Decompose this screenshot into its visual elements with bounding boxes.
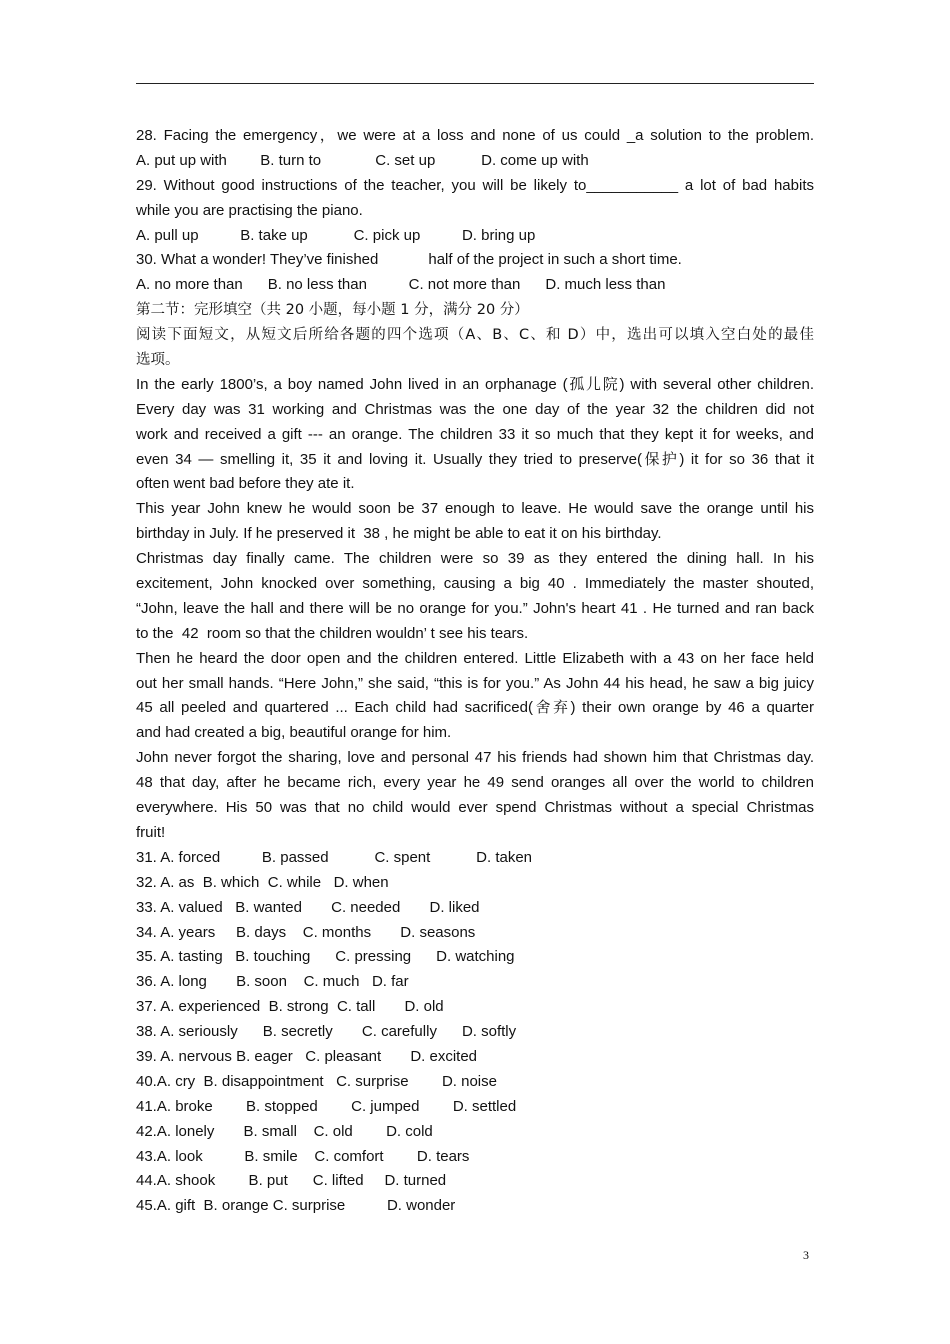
option-line: 42.A. lonely B. small C. old D. cold (136, 1122, 433, 1140)
text-line: 28. Facing the emergency，we were at a loss and none of us could _a solution to the problem. (136, 127, 814, 144)
passage-line: out her small hands. “Here John,” she said, “this is for you.” As John 44 his head, he saw a big juicy (136, 674, 814, 692)
option-line: 40.A. cry B. disappointment C. surprise D. noise (136, 1072, 497, 1090)
text-line: while you are practising the piano. (136, 201, 363, 219)
passage-line: even 34 — smelling it, 35 it and loving it. Usually they tried to preserve(保护) it for so 36 that it (136, 450, 814, 468)
passage-line: This year John knew he would soon be 37 enough to leave. He would save the orange until his (136, 500, 814, 518)
passage-line: to the 42 room so that the children wouldn’ t see his tears. (136, 624, 529, 642)
header-rule (136, 83, 814, 84)
option-line: 35. A. tasting B. touching C. pressing D. watching (136, 948, 515, 966)
text-line: A. put up with B. turn to C. set up D. come up with (136, 151, 589, 169)
instruction-line: 选项。 (136, 352, 180, 369)
document-body (136, 124, 814, 1219)
option-line: 37. A. experienced B. strong C. tall D. old (136, 998, 444, 1016)
passage-line: everywhere. His 50 was that no child would ever spend Christmas without a special Christmas (136, 799, 814, 817)
passage-line: work and received a gift --- an orange. The children 33 it so much that they kept it for weeks, and (136, 425, 814, 443)
passage-line: excitement, John knocked over something, causing a big 40 . Immediately the master shouted, (136, 575, 814, 593)
passage-line: and had created a big, beautiful orange for him. (136, 724, 452, 742)
option-line: 36. A. long B. soon C. much D. far (136, 973, 409, 991)
passage-line: 45 all peeled and quartered ... Each child had sacrificed(舍弃) their own orange by 46 a quarter (136, 699, 814, 717)
passage-line: birthday in July. If he preserved it 38 , he might be able to eat it on his birthday. (136, 525, 662, 543)
text-line: A. pull up B. take up C. pick up D. bring up (136, 226, 536, 244)
text-line: 29. Without good instructions of the teacher, you will be likely to___________ a lot of bad habits (136, 176, 814, 194)
instruction-line: 阅读下面短文，从短文后所给各题的四个选项（A、B、C、和 D）中，选出可以填入空白处的最佳 (136, 327, 814, 344)
passage-line: John never forgot the sharing, love and personal 47 his friends had shown him that Christmas day. (136, 749, 814, 767)
text-line: A. no more than B. no less than C. not more than D. much less than (136, 276, 666, 294)
option-line: 39. A. nervous B. eager C. pleasant D. excited (136, 1047, 478, 1065)
option-line: 41.A. broke B. stopped C. jumped D. settled (136, 1097, 517, 1115)
option-line: 44.A. shook B. put C. lifted D. turned (136, 1172, 447, 1190)
passage-line: fruit! (136, 823, 166, 841)
option-line: 32. A. as B. which C. while D. when (136, 873, 389, 891)
passage-line: In the early 1800’s, a boy named John lived in an orphanage (孤儿院) with several other children. (136, 375, 814, 393)
passage-line: Christmas day finally came. The children were so 39 as they entered the dining hall. In his (136, 550, 814, 568)
option-line: 45.A. gift B. orange C. surprise D. wonder (136, 1197, 456, 1215)
option-line: 31. A. forced B. passed C. spent D. taken (136, 848, 533, 866)
passage-line: often went bad before they ate it. (136, 475, 355, 493)
text-line: 30. What a wonder! They’ve finished half of the project in such a short time. (136, 251, 682, 269)
section-heading: 第二节：完形填空（共 20 小题，每小题 1 分，满分 20 分） (136, 302, 529, 319)
passage-line: 48 that day, after he became rich, every year he 49 send oranges all over the world to children (136, 774, 814, 792)
passage-line: Every day was 31 working and Christmas was the one day of the year 32 the children did not (136, 400, 814, 418)
option-line: 33. A. valued B. wanted C. needed D. liked (136, 898, 480, 916)
page-number: 3 (803, 1248, 809, 1262)
passage-line: “John, leave the hall and there will be no orange for you.” John's heart 41 . He turned and ran back (136, 599, 814, 617)
option-line: 43.A. look B. smile C. comfort D. tears (136, 1147, 470, 1165)
passage-line: Then he heard the door open and the children entered. Little Elizabeth with a 43 on her face held (136, 649, 814, 667)
option-line: 34. A. years B. days C. months D. seasons (136, 923, 476, 941)
option-line: 38. A. seriously B. secretly C. carefully D. softly (136, 1023, 517, 1041)
